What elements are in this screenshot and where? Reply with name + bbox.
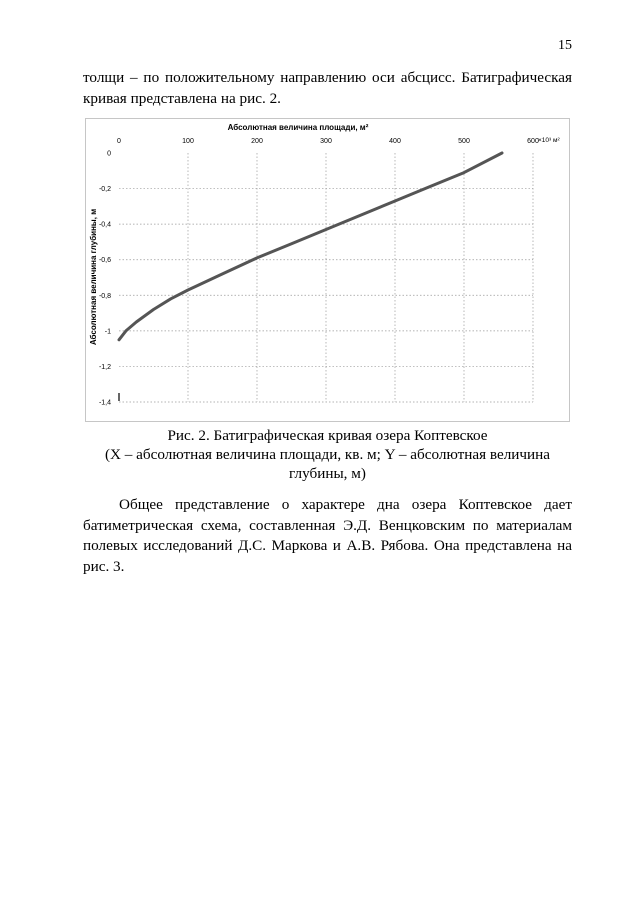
caption-line-3: глубины, м)	[289, 465, 366, 482]
paragraph-intro: толщи – по положительному направлению оси абсцисс. Батиграфическая кривая представлена на рис. 2.	[83, 69, 572, 107]
figure-bathygraphic-chart	[85, 118, 570, 422]
grid	[119, 153, 533, 402]
x-tick-300: 300	[320, 138, 332, 145]
y-tick-6: -1,2	[98, 363, 111, 371]
series-line-0	[119, 153, 502, 340]
x-axis-unit: ×10³ м²	[538, 137, 560, 144]
x-tick-0: 0	[117, 138, 121, 145]
y-tick-3: -0,6	[98, 257, 111, 265]
paragraph-description: Общее представление о характере дна озера Коптевское дает батиметрическая схема, составленная Э.Д. Венцковским по материалам полевых исследований Д.С. Маркова и А.В. Рябова. Она представлена на рис. 3.	[83, 496, 572, 575]
x-tick-100: 100	[182, 138, 194, 145]
x-tick-500: 500	[458, 138, 470, 145]
y-tick-labels	[99, 151, 111, 407]
page-number: 15	[558, 38, 572, 53]
figure-caption	[83, 426, 572, 483]
caption-line-1: Рис. 2. Батиграфическая кривая озера Коптевское	[167, 427, 488, 444]
series-group	[119, 153, 502, 340]
x-tick-200: 200	[251, 138, 263, 145]
chart-title: Абсолютная величина площади, м²	[227, 123, 369, 132]
y-axis-label: Абсолютная величина глубины, м	[89, 208, 98, 346]
y-tick-1: -0,2	[98, 186, 111, 194]
x-tick-400: 400	[389, 138, 401, 145]
y-tick-4: -0,8	[98, 292, 111, 300]
y-tick-7: -1,4	[98, 399, 111, 407]
caption-line-2: (X – абсолютная величина площади, кв. м; Y – абсолютная величина	[104, 446, 551, 463]
x-tick-labels	[117, 138, 539, 145]
x-tick-600: 600	[527, 138, 539, 145]
y-tick-2: -0,4	[98, 221, 111, 229]
y-tick-5: -1	[104, 328, 111, 336]
chart-svg	[86, 119, 569, 421]
y-tick-0: 0	[107, 150, 111, 158]
